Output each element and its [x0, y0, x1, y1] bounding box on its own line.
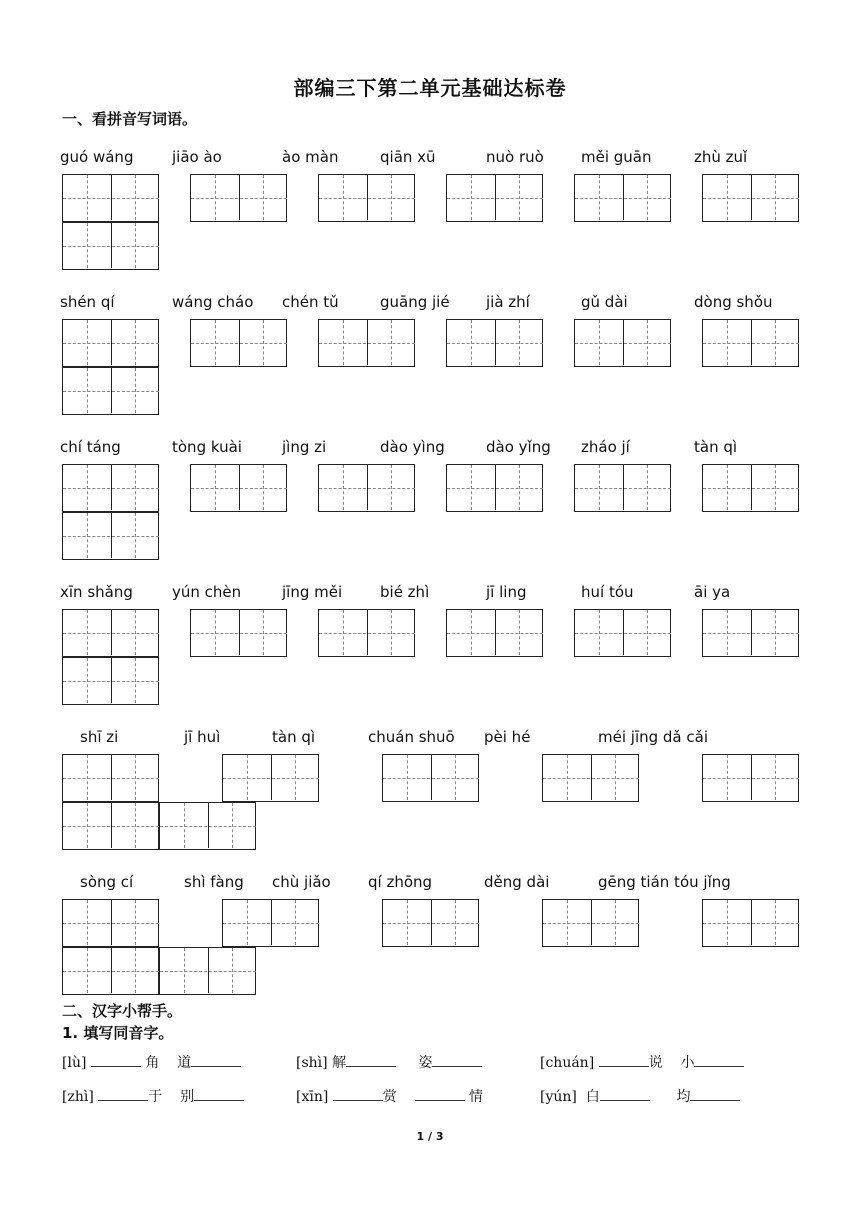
tianzige-cell[interactable] [447, 320, 494, 365]
section-2-heading: 二、汉字小帮手。 [62, 1002, 183, 1020]
writing-grid[interactable] [62, 174, 159, 222]
tianzige-cell[interactable] [63, 755, 110, 800]
tianzige-cell[interactable] [63, 368, 110, 413]
tianzige-cell[interactable] [703, 610, 750, 655]
tianzige-cell[interactable] [111, 175, 159, 220]
writing-grid[interactable] [382, 754, 479, 802]
tianzige-cell[interactable] [703, 755, 750, 800]
pinyin-prompt: pèi hé [484, 728, 531, 746]
pinyin-prompt: děng dài [484, 873, 550, 891]
tianzige-cell[interactable] [239, 465, 287, 510]
answer-blank[interactable] [694, 1052, 744, 1067]
tianzige-cell[interactable] [160, 803, 207, 848]
tianzige-cell[interactable] [751, 610, 799, 655]
tianzige-cell[interactable] [111, 223, 159, 268]
tianzige-cell[interactable] [191, 610, 238, 655]
tianzige-cell[interactable] [703, 900, 750, 945]
fill-item-zhi: [zhì] 于 别 [62, 1086, 244, 1106]
tianzige-cell[interactable] [111, 320, 159, 365]
fill-item-xin: [xīn] 赏 情 [296, 1086, 483, 1106]
tianzige-cell[interactable] [703, 320, 750, 365]
tianzige-cell[interactable] [111, 755, 159, 800]
tianzige-cell[interactable] [447, 610, 494, 655]
pinyin-prompt: gēng tián tóu jǐng [598, 873, 731, 891]
writing-grid[interactable] [542, 899, 639, 947]
writing-grid[interactable] [542, 754, 639, 802]
tianzige-cell[interactable] [367, 465, 415, 510]
pinyin-prompt: jīng měi [282, 583, 343, 601]
pinyin-prompt: gǔ dài [581, 293, 628, 311]
writing-grid[interactable] [62, 512, 159, 560]
pinyin-prompt: jī huì [184, 728, 221, 746]
writing-grid[interactable] [62, 802, 159, 850]
answer-blank[interactable] [194, 1086, 244, 1101]
pinyin-prompt: chù jiǎo [272, 873, 331, 891]
writing-grid[interactable] [62, 947, 159, 995]
tianzige-cell[interactable] [208, 803, 256, 848]
tianzige-cell[interactable] [495, 175, 543, 220]
tianzige-cell[interactable] [111, 948, 159, 993]
tianzige-cell[interactable] [223, 900, 270, 945]
writing-grid[interactable] [702, 464, 799, 512]
fill-item-chuan: [chuán] 说 小 [540, 1052, 744, 1072]
tianzige-cell[interactable] [623, 175, 671, 220]
answer-blank[interactable] [415, 1086, 465, 1101]
writing-grid[interactable] [190, 174, 287, 222]
tianzige-cell[interactable] [208, 948, 256, 993]
tianzige-cell[interactable] [623, 610, 671, 655]
tianzige-cell[interactable] [495, 320, 543, 365]
tianzige-cell[interactable] [223, 755, 270, 800]
answer-blank[interactable] [98, 1086, 148, 1101]
answer-blank[interactable] [600, 1086, 650, 1101]
tianzige-cell[interactable] [703, 175, 750, 220]
answer-blank[interactable] [432, 1052, 482, 1067]
pinyin-prompt: bié zhì [380, 583, 430, 601]
writing-grid[interactable] [318, 174, 415, 222]
answer-blank[interactable] [599, 1052, 649, 1067]
tianzige-cell[interactable] [239, 320, 287, 365]
tianzige-cell[interactable] [271, 900, 319, 945]
tianzige-cell[interactable] [63, 948, 110, 993]
tianzige-cell[interactable] [63, 465, 110, 510]
pinyin-prompt: huí tóu [581, 583, 634, 601]
writing-grid[interactable] [222, 899, 319, 947]
pinyin-prompt: xīn shǎng [60, 583, 133, 601]
section-1-heading: 一、看拼音写词语。 [62, 110, 198, 128]
pinyin-prompt: tòng kuài [172, 438, 242, 456]
writing-grid[interactable] [446, 174, 543, 222]
pinyin-prompt: jiāo ào [172, 148, 222, 166]
writing-grid[interactable] [62, 464, 159, 512]
tianzige-cell[interactable] [319, 610, 366, 655]
pinyin-prompt: qiān xū [380, 148, 436, 166]
tianzige-cell[interactable] [63, 320, 110, 365]
tianzige-cell[interactable] [111, 610, 159, 655]
writing-grid[interactable] [382, 899, 479, 947]
pinyin-prompt: tàn qì [272, 728, 316, 746]
writing-grid[interactable] [574, 464, 671, 512]
tianzige-cell[interactable] [575, 610, 622, 655]
writing-grid[interactable] [702, 174, 799, 222]
pinyin-prompt: zhù zuǐ [694, 148, 748, 166]
answer-blank[interactable] [346, 1052, 396, 1067]
pinyin-prompt: nuò ruò [486, 148, 544, 166]
tianzige-cell[interactable] [239, 175, 287, 220]
tianzige-cell[interactable] [495, 610, 543, 655]
tianzige-cell[interactable] [447, 465, 494, 510]
tianzige-cell[interactable] [447, 175, 494, 220]
tianzige-cell[interactable] [63, 658, 110, 703]
pinyin-prompt: chén tǔ [282, 293, 339, 311]
writing-grid[interactable] [446, 609, 543, 657]
answer-blank[interactable] [191, 1052, 241, 1067]
pinyin-prompt: méi jīng dǎ cǎi [598, 728, 708, 746]
tianzige-cell[interactable] [623, 465, 671, 510]
writing-grid[interactable] [62, 609, 159, 657]
pinyin-prompt: shì fàng [184, 873, 244, 891]
tianzige-cell[interactable] [111, 658, 159, 703]
tianzige-cell[interactable] [575, 175, 622, 220]
writing-grid[interactable] [574, 174, 671, 222]
tianzige-cell[interactable] [431, 755, 479, 800]
writing-grid[interactable] [62, 319, 159, 367]
writing-grid[interactable] [574, 319, 671, 367]
writing-grid[interactable] [574, 609, 671, 657]
pinyin-prompt: dòng shǒu [694, 293, 773, 311]
answer-blank[interactable] [690, 1086, 740, 1101]
tianzige-cell[interactable] [431, 900, 479, 945]
writing-grid[interactable] [702, 899, 799, 947]
pinyin-prompt: shī zi [80, 728, 119, 746]
tianzige-cell[interactable] [319, 320, 366, 365]
tianzige-cell[interactable] [63, 175, 110, 220]
tianzige-cell[interactable] [623, 320, 671, 365]
pinyin-prompt: dào yǐng [486, 438, 551, 456]
pinyin-prompt: yún chèn [172, 583, 242, 601]
tianzige-cell[interactable] [591, 755, 639, 800]
pinyin-prompt: jī ling [486, 583, 527, 601]
tianzige-cell[interactable] [191, 465, 238, 510]
fill-item-yun: [yún] 白 均 [540, 1086, 740, 1106]
tianzige-cell[interactable] [319, 465, 366, 510]
writing-grid[interactable] [62, 367, 159, 415]
pinyin-prompt: zháo jí [581, 438, 630, 456]
tianzige-cell[interactable] [63, 803, 110, 848]
writing-grid[interactable] [702, 319, 799, 367]
writing-grid[interactable] [318, 464, 415, 512]
writing-grid[interactable] [62, 899, 159, 947]
writing-grid[interactable] [222, 754, 319, 802]
pinyin-prompt: guó wáng [60, 148, 134, 166]
pinyin-prompt: qí zhōng [368, 873, 433, 891]
tianzige-cell[interactable] [367, 320, 415, 365]
tianzige-cell[interactable] [495, 465, 543, 510]
tianzige-cell[interactable] [63, 513, 110, 558]
tianzige-cell[interactable] [383, 755, 430, 800]
tianzige-cell[interactable] [751, 900, 799, 945]
sub-question-1-heading: 1. 填写同音字。 [62, 1024, 174, 1042]
tianzige-cell[interactable] [111, 465, 159, 510]
writing-grid[interactable] [159, 802, 256, 850]
writing-grid[interactable] [62, 222, 159, 270]
tianzige-cell[interactable] [575, 465, 622, 510]
tianzige-cell[interactable] [63, 900, 110, 945]
tianzige-cell[interactable] [160, 948, 207, 993]
tianzige-cell[interactable] [191, 175, 238, 220]
pinyin-prompt: chuán shuō [368, 728, 455, 746]
tianzige-cell[interactable] [239, 610, 287, 655]
writing-grid[interactable] [190, 319, 287, 367]
tianzige-cell[interactable] [191, 320, 238, 365]
tianzige-cell[interactable] [591, 900, 639, 945]
tianzige-cell[interactable] [111, 900, 159, 945]
pinyin-prompt: sòng cí [80, 873, 134, 891]
pinyin-prompt: dào yìng [380, 438, 445, 456]
writing-grid[interactable] [190, 464, 287, 512]
tianzige-cell[interactable] [543, 755, 590, 800]
tianzige-cell[interactable] [111, 513, 159, 558]
tianzige-cell[interactable] [751, 755, 799, 800]
pinyin-prompt: guāng jié [380, 293, 450, 311]
tianzige-cell[interactable] [383, 900, 430, 945]
tianzige-cell[interactable] [111, 803, 159, 848]
tianzige-cell[interactable] [575, 320, 622, 365]
writing-grid[interactable] [62, 657, 159, 705]
writing-grid[interactable] [190, 609, 287, 657]
tianzige-cell[interactable] [751, 320, 799, 365]
writing-grid[interactable] [446, 464, 543, 512]
tianzige-cell[interactable] [751, 465, 799, 510]
pinyin-prompt: jià zhí [486, 293, 530, 311]
writing-grid[interactable] [446, 319, 543, 367]
pinyin-prompt: tàn qì [694, 438, 738, 456]
writing-grid[interactable] [318, 609, 415, 657]
tianzige-cell[interactable] [703, 465, 750, 510]
writing-grid[interactable] [702, 754, 799, 802]
pinyin-prompt: ào màn [282, 148, 339, 166]
tianzige-cell[interactable] [111, 368, 159, 413]
tianzige-cell[interactable] [63, 610, 110, 655]
tianzige-cell[interactable] [367, 175, 415, 220]
pinyin-prompt: chí táng [60, 438, 121, 456]
tianzige-cell[interactable] [751, 175, 799, 220]
pinyin-prompt: měi guān [581, 148, 652, 166]
writing-grid[interactable] [159, 947, 256, 995]
fill-item-lu: [lù] 角 道 [62, 1052, 241, 1072]
tianzige-cell[interactable] [367, 610, 415, 655]
tianzige-cell[interactable] [63, 223, 110, 268]
tianzige-cell[interactable] [543, 900, 590, 945]
pinyin-prompt: shén qí [60, 293, 115, 311]
page-title: 部编三下第二单元基础达标卷 [293, 76, 567, 100]
pinyin-prompt: jìng zi [282, 438, 327, 456]
tianzige-cell[interactable] [271, 755, 319, 800]
writing-grid[interactable] [62, 754, 159, 802]
pinyin-prompt: wáng cháo [172, 293, 254, 311]
tianzige-cell[interactable] [319, 175, 366, 220]
answer-blank[interactable] [333, 1086, 383, 1101]
writing-grid[interactable] [318, 319, 415, 367]
pinyin-prompt: āi ya [694, 583, 731, 601]
answer-blank[interactable] [91, 1052, 141, 1067]
fill-item-shi: [shì] 解 姿 [296, 1052, 482, 1072]
writing-grid[interactable] [702, 609, 799, 657]
page-number: 1 / 3 [416, 1130, 444, 1143]
